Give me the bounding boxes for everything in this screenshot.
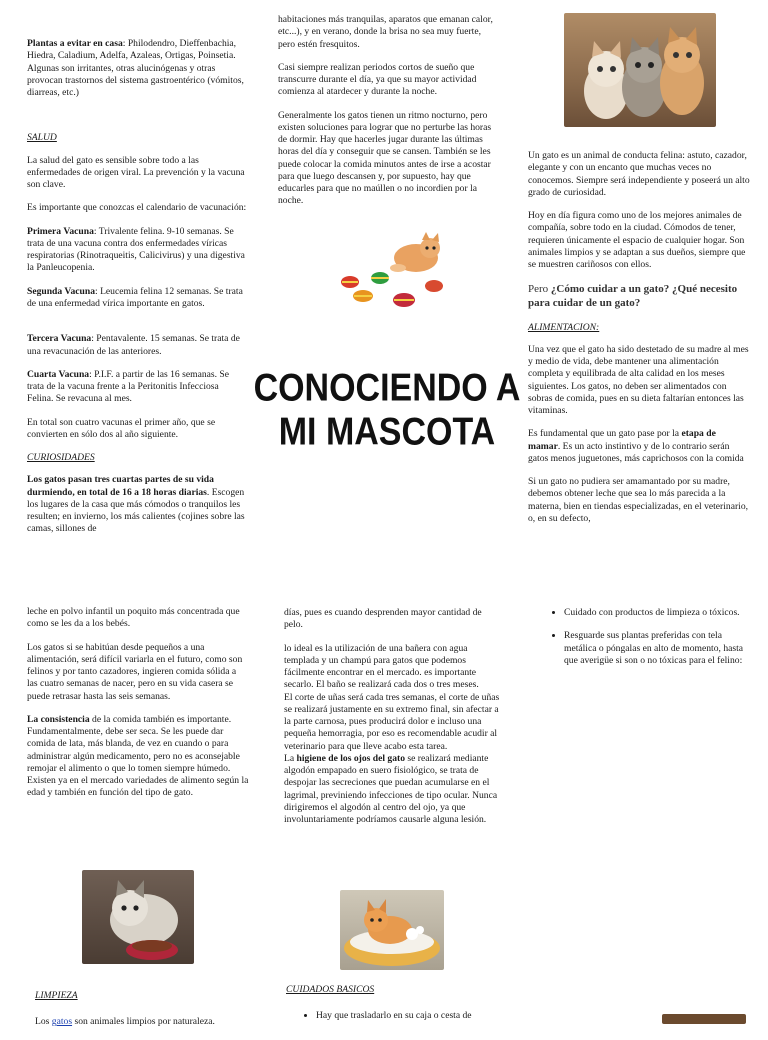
gatos-link[interactable]: gatos bbox=[51, 1016, 73, 1028]
cuidados-section bbox=[286, 984, 504, 1034]
plantas-label: Plantas a evitar en casa bbox=[27, 38, 123, 49]
higiene-label: higiene de los ojos del gato bbox=[296, 752, 405, 764]
limpieza-text-a: Los bbox=[35, 1016, 52, 1028]
vacuna-1-text: : Trivalente felina. 9-10 semanas. Se trata de una vacuna contra dos enfermedades víricas respiratorias (Rinotraqueitis, Calicivirus) y una digestiva la Panleucopenia. bbox=[27, 225, 245, 274]
plantas-text: : Philodendro, Dieffenbachia, Hiedra, Caladium, Adelfa, Azaleas, Ortigas, Poinsetia. Algunas son irritantes, otras alucinógenas y otras provocan trastornos del sistema gastroentérico (vómitos, diarreas, etc.) bbox=[27, 38, 244, 99]
question-heading bbox=[528, 282, 750, 310]
col2b-p1: días, pues es cuando desprenden mayor cantidad de pelo. bbox=[284, 607, 482, 631]
vacuna-2-label: Segunda Vacuna bbox=[27, 285, 95, 297]
curiosidades-text: . Escogen los lugares de la casa que más cómodos o tranquilos les resulten; en invierno, los más calientes (cojines sobre las camas, sillones de bbox=[27, 486, 245, 535]
column-1-bottom bbox=[27, 606, 249, 811]
col2-p3: Generalmente los gatos tienen un ritmo nocturno, pero existen soluciones para lograr que no perturbe las horas de dormir. Hay que hacerles jugar durante las últimas horas del día y conseguir que se cansen. También se les puede colocar la comida minutos antes de irse a acostar para que luego descansen y, por supuesto, hay que educarles para que no maúllen o no incordien por la noche. bbox=[278, 109, 492, 207]
alimentacion-p2-a: Es fundamental que un gato pase por la bbox=[528, 428, 682, 440]
col1b-p1: leche en polvo infantil un poquito más concentrada que como se les da a los bebés. bbox=[27, 606, 240, 630]
consistencia-label: La consistencia bbox=[27, 713, 90, 725]
limpieza-paragraph bbox=[35, 1016, 257, 1028]
col2b-p4 bbox=[284, 753, 502, 827]
brochure-title bbox=[253, 360, 521, 460]
precaucion-item: • Cuidado con productos de limpieza o tóxicos. bbox=[564, 607, 750, 619]
alimentacion-heading: ALIMENTACION: bbox=[528, 321, 600, 333]
plantas-paragraph bbox=[27, 38, 247, 99]
precaucion-item: • Resguarde sus plantas preferidas con tela metálica o póngalas en alto de momento, hasta que averigüe si son o no tóxicas para el felino: bbox=[564, 630, 750, 667]
cat-eating-illustration bbox=[82, 870, 194, 964]
vacuna-4 bbox=[27, 369, 247, 406]
title-line-1: CONOCIENDO A bbox=[253, 365, 521, 410]
vacuna-2-text: : Leucemia felina 12 semanas. Se trata de una enfermedad vírica importante en gatos. bbox=[27, 285, 243, 309]
column-3-top bbox=[528, 150, 750, 536]
title-line-2: MI MASCOTA bbox=[278, 409, 496, 454]
cat-eating-photo bbox=[82, 870, 194, 964]
higiene-text-a: La bbox=[284, 752, 297, 764]
vacuna-4-label: Cuarta Vacuna bbox=[27, 368, 90, 380]
alimentacion-p2-bold: etapa de mamar bbox=[528, 428, 716, 452]
higiene-text-b: se realizará mediante algodón empapado en suero fisiológico, se trata de despojar las secreciones que puedan acumularse en el lagrimal, previniendo infecciones de tipo ocular. Nunca dirigiremos el algodón al centro del ojo, ya que involuntariamente podríamos causarle alguna lesión. bbox=[284, 752, 498, 826]
vacuna-total: En total son cuatro vacunas el primer año, que se convierten en sólo dos al año siguiente. bbox=[27, 416, 216, 440]
vacuna-4-text: : P.I.F. a partir de las 16 semanas. Se trata de la vacuna frente a la Peritonitis Infecciosa Felina. Se revacuna al mes. bbox=[27, 368, 230, 405]
col2b-p3: El corte de uñas será cada tres semanas, el corte de uñas se realizará justamente en su extremo final, sin afectar a la parte carnosa, pues producirá dolor e incluso una pequeña hemorragia, por eso es recomendable acudir al veterinario para que lleve acabo esta tarea. bbox=[284, 691, 500, 752]
alimentacion-p3: Si un gato no pudiera ser amamantado por su madre, debemos obtener leche que sea lo más parecida a la materna, bien en tiendas especializadas, en el veterinario, o, en su defecto, bbox=[528, 476, 749, 524]
column-1-top bbox=[27, 38, 247, 547]
vacuna-3-text: : Pentavalente. 15 semanas. Se trata de una revacunación de las anteriores. bbox=[27, 333, 240, 357]
vacuna-1 bbox=[27, 226, 247, 275]
kitten-with-balls-image bbox=[330, 232, 452, 310]
kittens-photo bbox=[564, 13, 716, 127]
col2-p2: Casi siempre realizan periodos cortos de sueño que transcurre durante el día, ya que su mayor actividad comienza al atardecer y durante la noche. bbox=[278, 61, 477, 98]
question-text: ¿Cómo cuidar a un gato? ¿Qué necesito para cuidar de un gato? bbox=[528, 283, 738, 310]
vacuna-1-label: Primera Vacuna bbox=[27, 225, 94, 237]
question-prefix: Pero bbox=[528, 283, 551, 296]
limpieza-text-b: son animales limpios por naturaleza. bbox=[72, 1016, 215, 1028]
col2b-p2: lo ideal es la utilización de una bañera con agua templada y un champú para gatos que podemos fácilmente encontrar en el mercado. es importante secarlo. El baño se realizará cada dos o tres meses. bbox=[284, 642, 479, 691]
column-3-bottom bbox=[548, 607, 750, 678]
curiosidades-heading: CURIOSIDADES bbox=[27, 452, 95, 464]
salud-heading: SALUD bbox=[27, 132, 57, 144]
cuidados-list bbox=[286, 1010, 504, 1022]
curiosidades-bold: Los gatos pasan tres cuartas partes de su vida durmiendo, en total de 16 a 18 horas diarias bbox=[27, 474, 214, 498]
alimentacion-p1: Una vez que el gato ha sido destetado de su madre al mes y medio de vida, debe mantener una alimentación completa y equilibrada de alta calidad en los meses siguientes. Los gatos, no deben ser alimentados con sobras de comida, pues en su dieta faltarían entonces las vitaminas. bbox=[528, 343, 749, 417]
precauciones-list bbox=[548, 607, 750, 667]
col1b-p3 bbox=[27, 714, 249, 800]
column-2-bottom bbox=[284, 607, 502, 838]
vacuna-2 bbox=[27, 286, 247, 311]
col3-p2: Hoy en día figura como uno de los mejores animales de compañía, sobre todo en la ciudad. Cómodos de tener, requieren únicamente el espacio de cualquier hogar. Son animales limpios y se adaptan a sus dueños, siempre que se muestren cariñosos con ellos. bbox=[528, 210, 746, 271]
kittens-illustration bbox=[564, 13, 716, 127]
vacuna-3-label: Tercera Vacuna bbox=[27, 333, 92, 345]
vacuna-3 bbox=[27, 333, 247, 358]
kitten-balls-illustration bbox=[330, 232, 452, 310]
alimentacion-p2-b: . Es un acto instintivo y de lo contrario serán gatos menos juguetones, más caprichosos con la comida bbox=[528, 440, 744, 464]
consistencia-text: de la comida también es importante. Fundamentalmente, debe ser seca. Se les puede dar comida de lata, más blanda, de vez en cuando o para administrar algún medicamento, pero no es aconsejable remojar el alimento o que lo tomen siempre húmedo. Existen ya en el mercado variedades de alimento según la edad y también en función del tipo de gato. bbox=[27, 713, 249, 799]
col1b-p2: Los gatos si se habitúan desde pequeños a una alimentación, será difícil variarla en el futuro, como son felinos y por tanto cazadores, ingieren comida sólida a las cuatro semanas de nacer, pero en su vida casera se puede retrasar hasta las seis semanas. bbox=[27, 641, 243, 702]
salud-p2: Es importante que conozcas el calendario de vacunación: bbox=[27, 202, 247, 214]
column-2-top bbox=[278, 14, 500, 219]
alimentacion-p2 bbox=[528, 428, 750, 465]
cat-bath-illustration bbox=[340, 890, 444, 970]
limpieza-heading: LIMPIEZA bbox=[35, 990, 78, 1001]
col3-p1: Un gato es un animal de conducta felina: astuto, cazador, elegante y con un encanto que muchas veces no conocemos. Siempre será independiente y poseerá un alto grado de curiosidad. bbox=[528, 150, 750, 198]
cuidados-heading: CUIDADOS BASICOS bbox=[286, 984, 375, 995]
salud-p1: La salud del gato es sensible sobre todo a las enfermedades de origen viral. La prevención y la vacuna son clave. bbox=[27, 154, 245, 191]
cat-bath-photo bbox=[340, 890, 444, 970]
curiosidades-paragraph bbox=[27, 474, 247, 535]
partial-photo bbox=[662, 1014, 746, 1024]
cuidados-item: • Hay que trasladarlo en su caja o cesta de bbox=[316, 1010, 504, 1022]
col2-p1: habitaciones más tranquilas, aparatos que emanan calor, etc...), y en verano, donde la brisa no sea muy fuerte, pero estén fresquitos. bbox=[278, 14, 493, 50]
limpieza-section bbox=[35, 990, 257, 1040]
